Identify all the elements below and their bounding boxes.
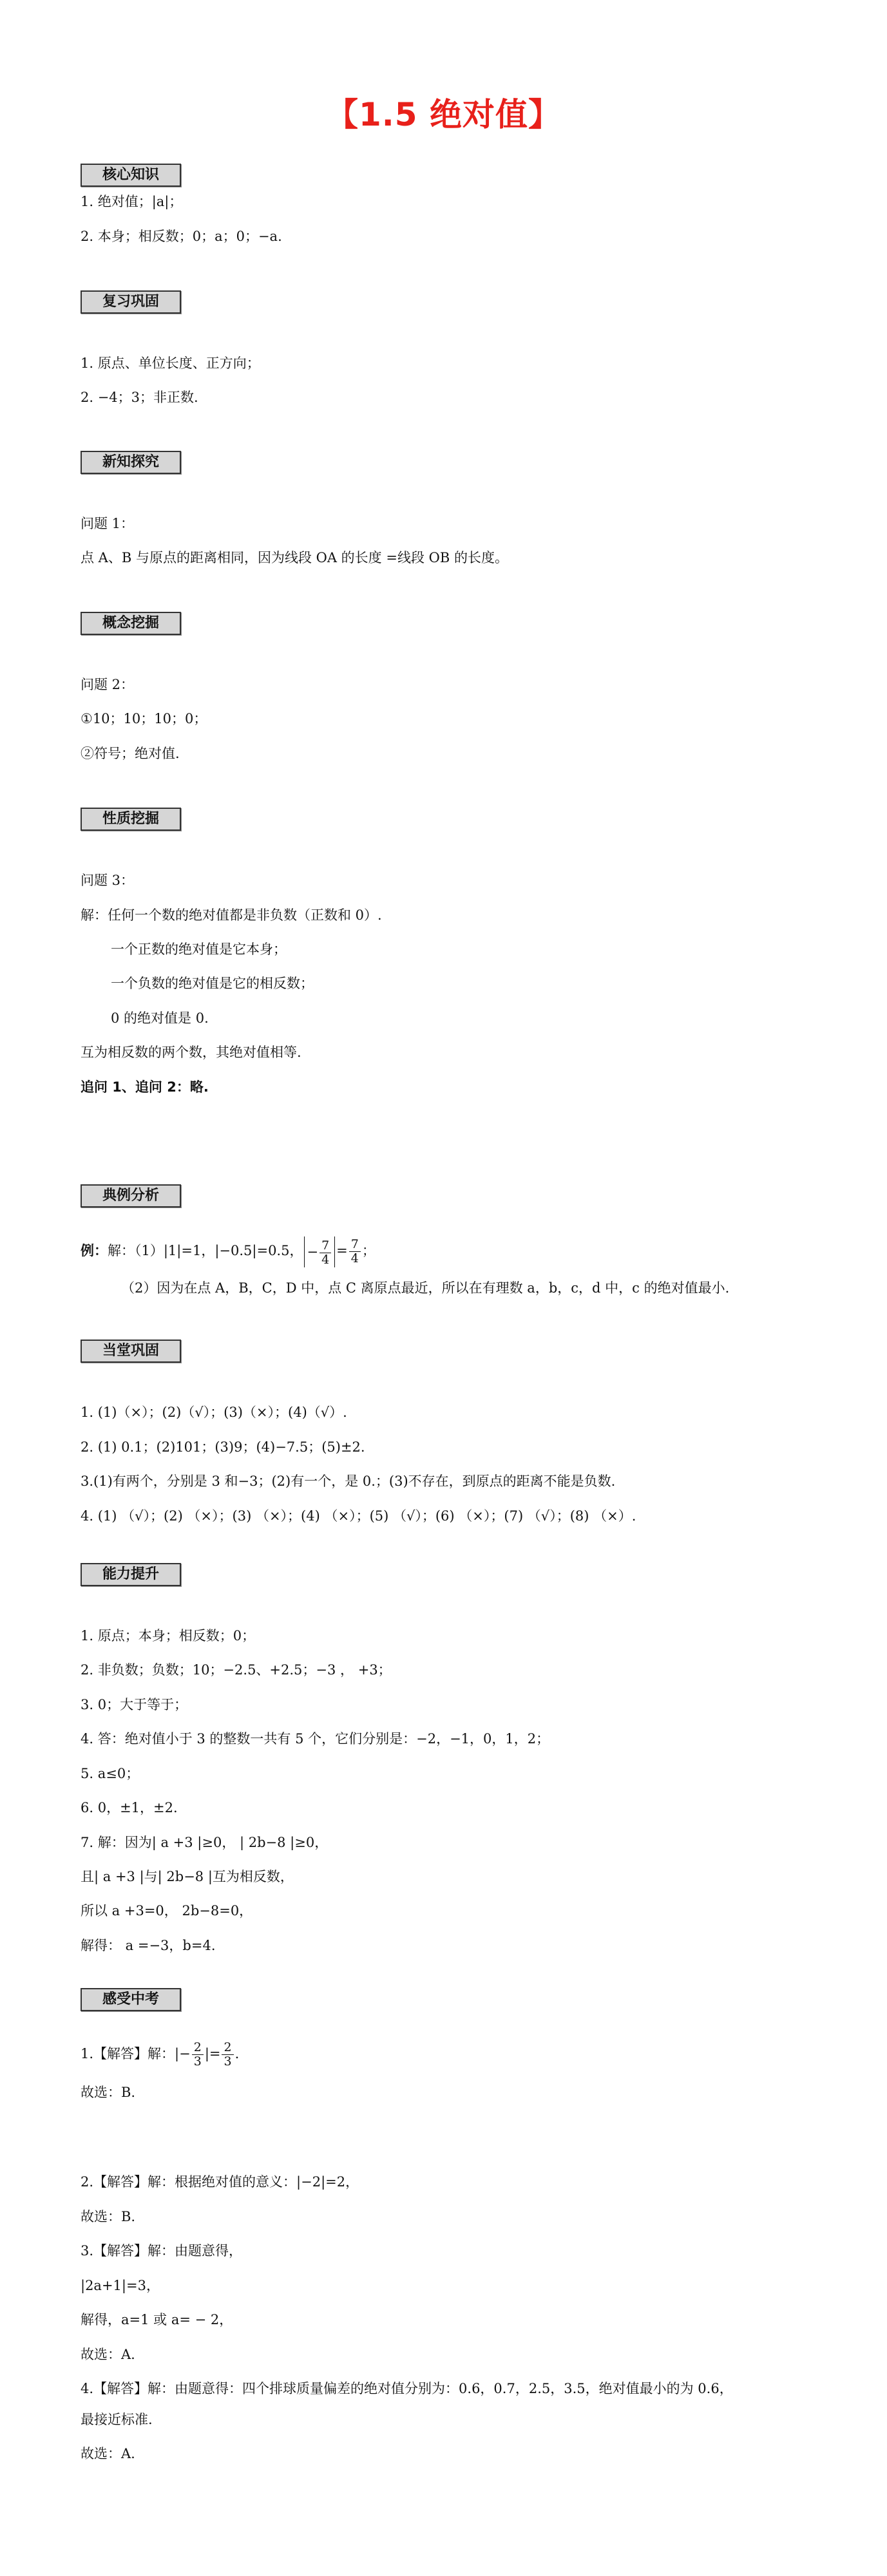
core-line-2: 2. 本身；相反数；0；a；0；−a. <box>81 229 282 244</box>
fraction-7-4 <box>349 1238 361 1265</box>
concept-line-2: ①10；10；10；0； <box>81 711 207 726</box>
ability-line-10: 解得： a =−3，b=4. <box>81 1938 216 1953</box>
exam-line-10: 最接近标准. <box>81 2412 153 2427</box>
ability-line-7: 7. 解：因为| a +3 |≥0， | 2b−8 |≥0， <box>81 1835 329 1850</box>
review-line-1: 1. 原点、单位长度、正方向； <box>81 355 260 371</box>
fraction-denominator: 4 <box>350 1251 359 1265</box>
exam-line-6: |2a+1|=3， <box>81 2278 160 2293</box>
property-line-6: 互为相反数的两个数，其绝对值相等. <box>81 1045 301 1060</box>
abs-fraction <box>304 1236 335 1267</box>
section-label-exam: 感受中考 <box>81 1988 181 2011</box>
example-prefix: 例： <box>81 1243 108 1258</box>
property-line-4: 一个负数的绝对值是它的相反数； <box>111 976 314 991</box>
fraction-2-3-result <box>222 2041 233 2069</box>
exam-line-7: 解得，a=1 或 a= − 2， <box>81 2312 233 2327</box>
page-title: 【1.5 绝对值】 <box>326 96 561 133</box>
concept-line-1: 问题 2： <box>81 677 135 692</box>
exam-line-5: 3.【解答】解：由题意得， <box>81 2243 243 2259</box>
fraction-2-3 <box>192 2041 204 2069</box>
class-practice-line-4: 4. (1) （√）；(2) （×）；(3) （×）；(4) （×）；(5) （√）；(6) （×）；(7) （√）；(8) （×）. <box>81 1508 636 1524</box>
exam-line-2: 故选：B. <box>81 2085 136 2100</box>
section-label-class-practice: 当堂巩固 <box>81 1340 181 1363</box>
exam-line-9: 4.【解答】解：由题意得：四个排球质量偏差的绝对值分别为：0.6，0.7，2.5，3.5，绝对值最小的为 0.6， <box>81 2381 733 2396</box>
example-text: 解：（1）|1|=1，|−0.5|=0.5， <box>108 1243 303 1258</box>
property-line-5: 0 的绝对值是 0. <box>111 1010 209 1026</box>
fraction-numerator: 7 <box>349 1238 361 1252</box>
property-line-2: 解：任何一个数的绝对值都是非负数（正数和 0）. <box>81 907 382 923</box>
property-line-7: 追问 1、追问 2：略. <box>81 1079 209 1095</box>
core-line-1: 1. 绝对值；|a|； <box>81 194 183 209</box>
explore-line-2: 点 A、B 与原点的距离相同，因为线段 OA 的长度 =线段 OB 的长度。 <box>81 550 508 565</box>
exam-line-8: 故选：A. <box>81 2347 135 2362</box>
ability-line-9: 所以 a +3=0， 2b−8=0， <box>81 1903 253 1918</box>
section-label-review: 复习巩固 <box>81 290 181 314</box>
ability-line-4: 4. 答：绝对值小于 3 的整数一共有 5 个，它们分别是：−2，−1，0，1，2； <box>81 1731 550 1747</box>
class-practice-line-2: 2. (1) 0.1；(2)101；(3)9；(4)−7.5；(5)±2. <box>81 1439 365 1455</box>
exam-q1-prefix: 1.【解答】解：|− <box>81 2046 191 2061</box>
example-end: ； <box>361 1243 376 1258</box>
ability-line-3: 3. 0；大于等于； <box>81 1697 188 1712</box>
ability-line-2: 2. 非负数；负数；10；−2.5、+2.5；−3 ， +3； <box>81 1662 392 1678</box>
example-equals: = <box>336 1243 348 1258</box>
class-practice-line-1: 1. (1)（×）；(2)（√）；(3)（×）；(4)（√）. <box>81 1405 347 1420</box>
ability-line-6: 6. 0，±1，±2. <box>81 1800 178 1815</box>
section-label-ability: 能力提升 <box>81 1563 181 1586</box>
fraction-numerator: 7 <box>320 1239 331 1253</box>
abs-fraction-sign: − <box>307 1244 319 1260</box>
section-label-example: 典例分析 <box>81 1184 181 1208</box>
fraction-numerator: 2 <box>192 2041 204 2055</box>
class-practice-line-3: 3.(1)有两个，分别是 3 和−3；(2)有一个，是 0.；(3)不存在，到原点的距离不能是负数. <box>81 1473 616 1489</box>
exam-line-4: 故选：B. <box>81 2209 136 2224</box>
section-label-property: 性质挖掘 <box>81 808 181 831</box>
concept-line-3: ②符号；绝对值. <box>81 746 180 761</box>
property-line-1: 问题 3： <box>81 873 135 888</box>
exam-q1-end: . <box>234 2046 240 2061</box>
exam-q1-mid: |= <box>204 2046 221 2061</box>
exam-line-1 <box>81 2038 239 2069</box>
fraction-numerator: 2 <box>222 2041 233 2055</box>
example-line-2: （2）因为在点 A，B，C，D 中，点 C 离原点最近，所以在有理数 a，b，c，d 中，c 的绝对值最小. <box>121 1280 730 1296</box>
exam-line-3: 2.【解答】解：根据绝对值的意义：|−2|=2， <box>81 2174 359 2190</box>
ability-line-5: 5. a≤0； <box>81 1766 140 1781</box>
ability-line-1: 1. 原点；本身；相反数；0； <box>81 1628 256 1643</box>
section-label-concept: 概念挖掘 <box>81 612 181 635</box>
fraction-denominator: 3 <box>193 2054 202 2069</box>
example-line-1 <box>81 1235 376 1267</box>
fraction-denominator: 4 <box>321 1252 330 1267</box>
section-label-core: 核心知识 <box>81 164 181 187</box>
property-line-3: 一个正数的绝对值是它本身； <box>111 942 287 957</box>
exam-line-11: 故选：A. <box>81 2446 135 2461</box>
section-label-explore: 新知探究 <box>81 451 181 474</box>
ability-line-8: 且| a +3 |与| 2b−8 |互为相反数， <box>81 1869 294 1884</box>
explore-line-1: 问题 1： <box>81 516 135 531</box>
review-line-2: 2. −4；3；非正数. <box>81 390 198 405</box>
fraction-denominator: 3 <box>224 2054 232 2069</box>
fraction-neg-7-4 <box>320 1239 331 1267</box>
